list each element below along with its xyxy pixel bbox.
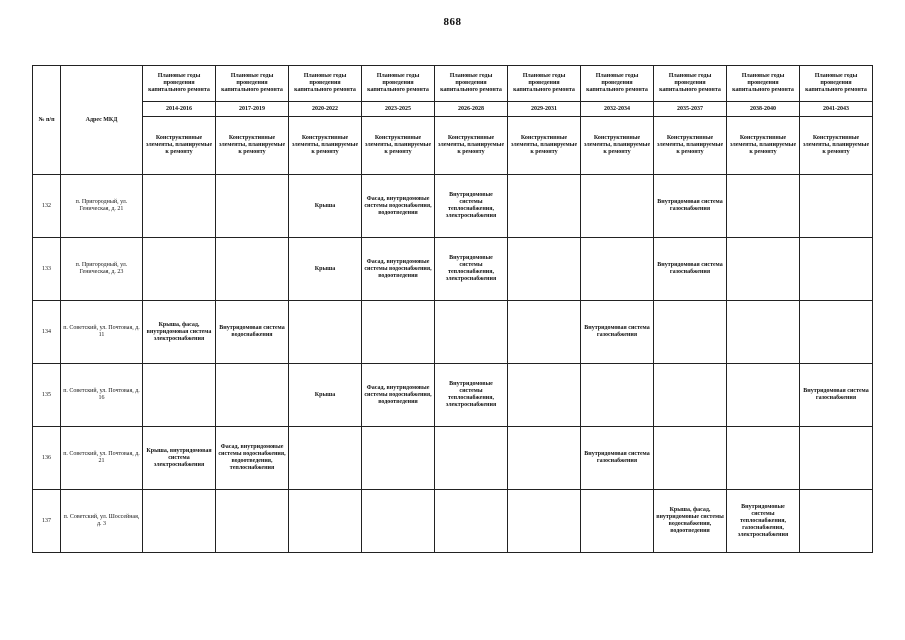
elements-heading: Конструктивные элементы, планируемые к ремонту xyxy=(435,117,508,175)
repair-elements-cell xyxy=(435,427,508,490)
repair-elements-cell xyxy=(216,490,289,553)
repair-elements-cell xyxy=(289,427,362,490)
repair-elements-cell xyxy=(143,490,216,553)
address-cell: п. Советский, ул. Почтовая, д. 11 xyxy=(61,301,143,364)
repair-elements-cell xyxy=(143,364,216,427)
period-heading: Плановые годы проведения капитального ремонта xyxy=(581,66,654,102)
elements-heading: Конструктивные элементы, планируемые к ремонту xyxy=(143,117,216,175)
repair-elements-cell xyxy=(216,175,289,238)
repair-elements-cell xyxy=(581,238,654,301)
period-heading: Плановые годы проведения капитального ремонта xyxy=(654,66,727,102)
period-heading: Плановые годы проведения капитального ремонта xyxy=(216,66,289,102)
repair-elements-cell xyxy=(800,490,873,553)
repair-elements-cell xyxy=(800,175,873,238)
repair-elements-cell xyxy=(216,364,289,427)
period-heading: Плановые годы проведения капитального ремонта xyxy=(508,66,581,102)
table-row xyxy=(33,301,873,364)
repair-elements-cell xyxy=(435,301,508,364)
elements-heading: Конструктивные элементы, планируемые к ремонту xyxy=(581,117,654,175)
table-row xyxy=(33,364,873,427)
repair-elements-cell: Внутридомовая система газоснабжения xyxy=(654,238,727,301)
repair-elements-cell xyxy=(143,238,216,301)
repair-elements-cell xyxy=(362,427,435,490)
table-row xyxy=(33,490,873,553)
period-years: 2041-2043 xyxy=(800,102,873,117)
repair-elements-cell xyxy=(362,490,435,553)
repair-elements-cell xyxy=(800,301,873,364)
row-number: 132 xyxy=(33,175,61,238)
repair-elements-cell xyxy=(508,175,581,238)
repair-elements-cell xyxy=(289,301,362,364)
repair-elements-cell: Крыша xyxy=(289,238,362,301)
repair-elements-cell xyxy=(727,364,800,427)
period-heading: Плановые годы проведения капитального ремонта xyxy=(143,66,216,102)
repair-elements-cell xyxy=(508,490,581,553)
repair-elements-cell xyxy=(362,301,435,364)
repair-elements-cell xyxy=(800,427,873,490)
repair-elements-cell xyxy=(508,238,581,301)
repair-elements-cell: Внутридомовая система газоснабжения xyxy=(800,364,873,427)
repair-elements-cell: Внутридомовая система газоснабжения xyxy=(581,427,654,490)
repair-elements-cell xyxy=(216,238,289,301)
repair-elements-cell: Внутридомовые системы теплоснабжения, электроснабжения xyxy=(435,175,508,238)
row-number: 136 xyxy=(33,427,61,490)
period-years: 2020-2022 xyxy=(289,102,362,117)
address-cell: п. Пригородный, ул. Геническая, д. 21 xyxy=(61,175,143,238)
repair-elements-cell: Крыша, фасад, внутридомовая система электроснабжения xyxy=(143,301,216,364)
row-number-header: № п/п xyxy=(33,66,61,175)
repair-elements-cell xyxy=(508,301,581,364)
address-header: Адрес МКД xyxy=(61,66,143,175)
period-heading: Плановые годы проведения капитального ремонта xyxy=(289,66,362,102)
period-years: 2032-2034 xyxy=(581,102,654,117)
repair-elements-cell xyxy=(435,490,508,553)
address-cell: п. Советский, ул. Почтовая, д. 21 xyxy=(61,427,143,490)
row-number: 134 xyxy=(33,301,61,364)
repair-elements-cell xyxy=(654,364,727,427)
period-years: 2023-2025 xyxy=(362,102,435,117)
table-row xyxy=(33,427,873,490)
table-row xyxy=(33,175,873,238)
repair-elements-cell xyxy=(654,427,727,490)
repair-elements-cell xyxy=(581,364,654,427)
repair-elements-cell: Крыша xyxy=(289,175,362,238)
elements-heading: Конструктивные элементы, планируемые к ремонту xyxy=(654,117,727,175)
table-row xyxy=(33,238,873,301)
repair-elements-cell: Внутридомовая система газоснабжения xyxy=(581,301,654,364)
row-number: 135 xyxy=(33,364,61,427)
period-years: 2014-2016 xyxy=(143,102,216,117)
period-heading: Плановые годы проведения капитального ремонта xyxy=(727,66,800,102)
repair-elements-cell: Фасад, внутридомовые системы водоснабжения, водоотведения, теплоснабжения xyxy=(216,427,289,490)
capital-repair-table xyxy=(32,65,873,553)
repair-elements-cell: Внутридомовые системы теплоснабжения, электроснабжения xyxy=(435,364,508,427)
repair-elements-cell: Внутридомовая система водоснабжения xyxy=(216,301,289,364)
repair-elements-cell: Внутридомовая система газоснабжения xyxy=(654,175,727,238)
period-years: 2035-2037 xyxy=(654,102,727,117)
period-years: 2026-2028 xyxy=(435,102,508,117)
repair-elements-cell xyxy=(508,427,581,490)
elements-heading: Конструктивные элементы, планируемые к ремонту xyxy=(289,117,362,175)
repair-elements-cell: Фасад, внутридомовые системы водоснабжения, водоотведения xyxy=(362,238,435,301)
repair-elements-cell: Внутридомовые системы теплоснабжения, электроснабжения xyxy=(435,238,508,301)
period-heading: Плановые годы проведения капитального ремонта xyxy=(435,66,508,102)
repair-elements-cell xyxy=(727,238,800,301)
row-number: 133 xyxy=(33,238,61,301)
repair-elements-cell xyxy=(654,301,727,364)
elements-heading: Конструктивные элементы, планируемые к ремонту xyxy=(362,117,435,175)
period-years: 2017-2019 xyxy=(216,102,289,117)
repair-elements-cell xyxy=(289,490,362,553)
row-number: 137 xyxy=(33,490,61,553)
address-cell: п. Советский, ул. Почтовая, д. 16 xyxy=(61,364,143,427)
repair-elements-cell: Внутридомовые системы теплоснабжения, газоснабжения, электроснабжения xyxy=(727,490,800,553)
repair-elements-cell: Крыша, внутридомовая система электроснабжения xyxy=(143,427,216,490)
address-cell: п. Советский, ул. Шоссейная, д. 3 xyxy=(61,490,143,553)
elements-heading: Конструктивные элементы, планируемые к ремонту xyxy=(727,117,800,175)
elements-heading: Конструктивные элементы, планируемые к ремонту xyxy=(508,117,581,175)
elements-heading: Конструктивные элементы, планируемые к ремонту xyxy=(216,117,289,175)
repair-elements-cell: Крыша, фасад, внутридомовые системы водоснабжения, водоотведения xyxy=(654,490,727,553)
address-cell: п. Пригородный, ул. Геническая, д. 23 xyxy=(61,238,143,301)
repair-elements-cell xyxy=(800,238,873,301)
period-years: 2038-2040 xyxy=(727,102,800,117)
repair-elements-cell xyxy=(581,490,654,553)
repair-elements-cell: Фасад, внутридомовые системы водоснабжения, водоотведения xyxy=(362,364,435,427)
repair-elements-cell: Крыша xyxy=(289,364,362,427)
elements-heading: Конструктивные элементы, планируемые к ремонту xyxy=(800,117,873,175)
repair-elements-cell xyxy=(581,175,654,238)
repair-elements-cell xyxy=(727,175,800,238)
period-years: 2029-2031 xyxy=(508,102,581,117)
period-heading: Плановые годы проведения капитального ремонта xyxy=(362,66,435,102)
repair-elements-cell: Фасад, внутридомовые системы водоснабжения, водоотведения xyxy=(362,175,435,238)
repair-elements-cell xyxy=(727,427,800,490)
repair-elements-cell xyxy=(143,175,216,238)
repair-elements-cell xyxy=(508,364,581,427)
page-number: 868 xyxy=(443,16,462,28)
period-heading: Плановые годы проведения капитального ремонта xyxy=(800,66,873,102)
repair-elements-cell xyxy=(727,301,800,364)
